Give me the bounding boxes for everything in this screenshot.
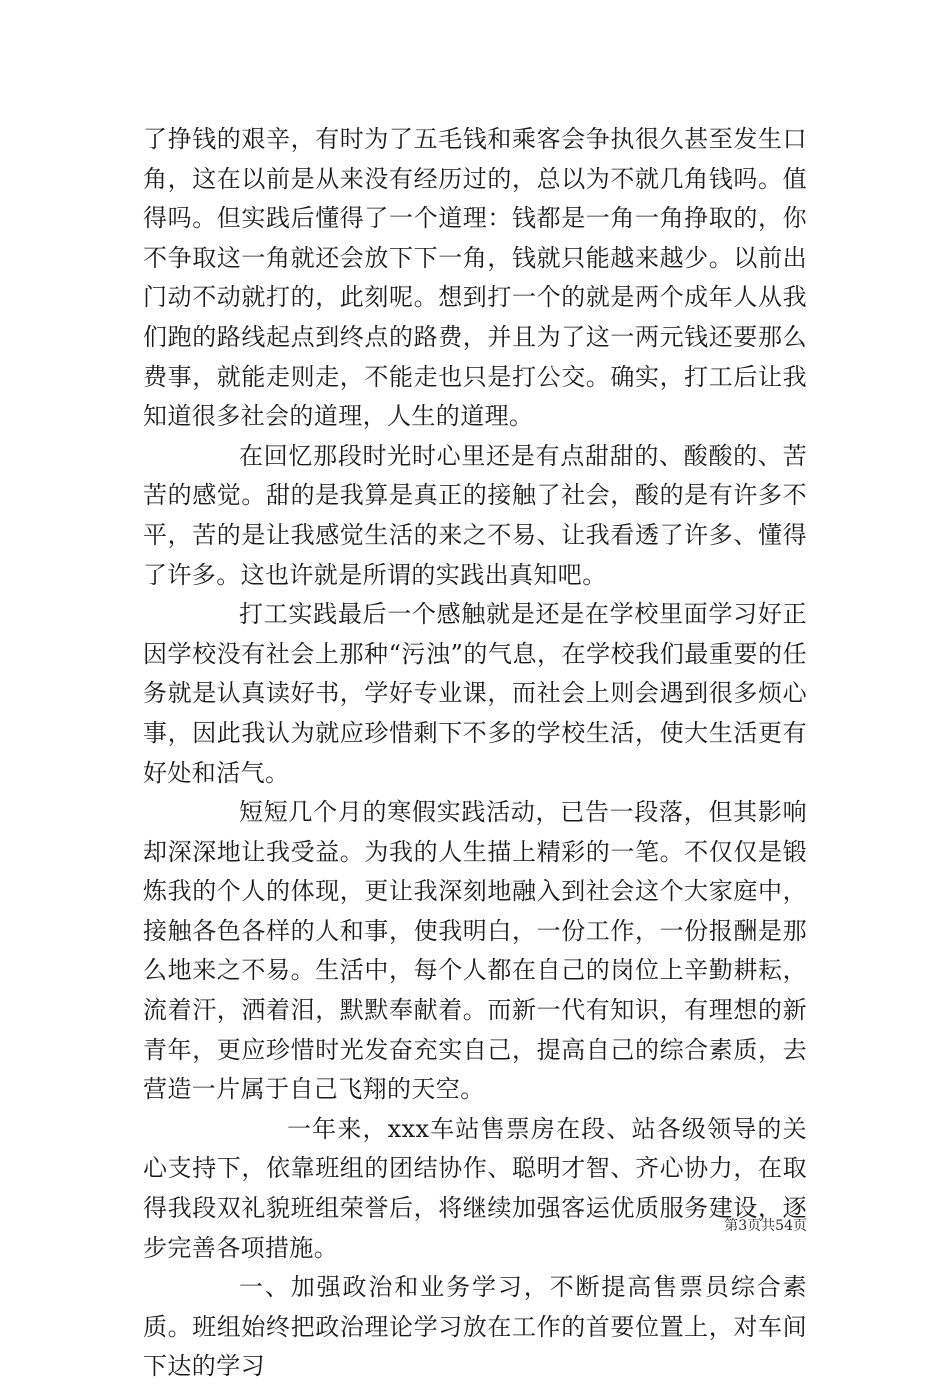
page-number-footer: 第3页共54页	[724, 1218, 807, 1234]
paragraph-3: 打工实践最后一个感触就是还是在学校里面学习好正因学校没有社会上那种“污浊”的气息，在学校我们最重要的任务就是认真读好书，学好专业课，而社会上则会遇到很多烦心事，因此我认为就应珍惜剩下不多的学校生活，使大生活更有好处和活气。	[143, 600, 807, 787]
paragraph-2: 在回忆那段时光时心里还是有点甜甜的、酸酸的、苦苦的感觉。甜的是我算是真正的接触了社会，酸的是有许多不平，苦的是让我感觉生活的来之不易、让我看透了许多、懂得了许多。这也许就是所谓的实践出真知吧。	[143, 441, 807, 589]
paragraph-4: 短短几个月的寒假实践活动，已告一段落，但其影响却深深地让我受益。为我的人生描上精彩的一笔。不仅仅是锻炼我的个人的体现，更让我深刻地融入到社会这个大家庭中，接触各色各样的人和事，使我明白，一份工作，一份报酬是那么地来之不易。生活中，每个人都在自己的岗位上辛勤耕耘，流着汗，洒着泪，默默奉献着。而新一代有知识，有理想的新青年，更应珍惜时光发奋充实自己，提高自己的综合素质，去营造一片属于自己飞翔的天空。	[143, 798, 807, 1104]
document-body	[143, 120, 807, 1387]
paragraph-1: 了挣钱的艰辛，有时为了五毛钱和乘客会争执很久甚至发生口角，这在以前是从来没有经历过的，总以为不就几角钱吗。值得吗。但实践后懂得了一个道理：钱都是一角一角挣取的，你不争取这一角就还会放下下一角，钱就只能越来越少。以前出门动不动就打的，此刻呢。想到打一个的就是两个成年人从我们跑的路线起点到终点的路费，并且为了这一两元钱还要那么费事，就能走则走，不能走也只是打公交。确实，打工后让我知道很多社会的道理，人生的道理。	[143, 125, 807, 431]
paragraph-6: 一、加强政治和业务学习，不断提高售票员综合素质。班组始终把政治理论学习放在工作的首要位置上，对车间下达的学习	[143, 1273, 807, 1381]
paragraph-5: 一年来，xxx车站售票房在段、站各级领导的关心支持下，依靠班组的团结协作、聪明才智、齐心协力，在取得我段双礼貌班组荣誉后，将继续加强客运优质服务建设，逐步完善各项措施。	[143, 1114, 807, 1262]
